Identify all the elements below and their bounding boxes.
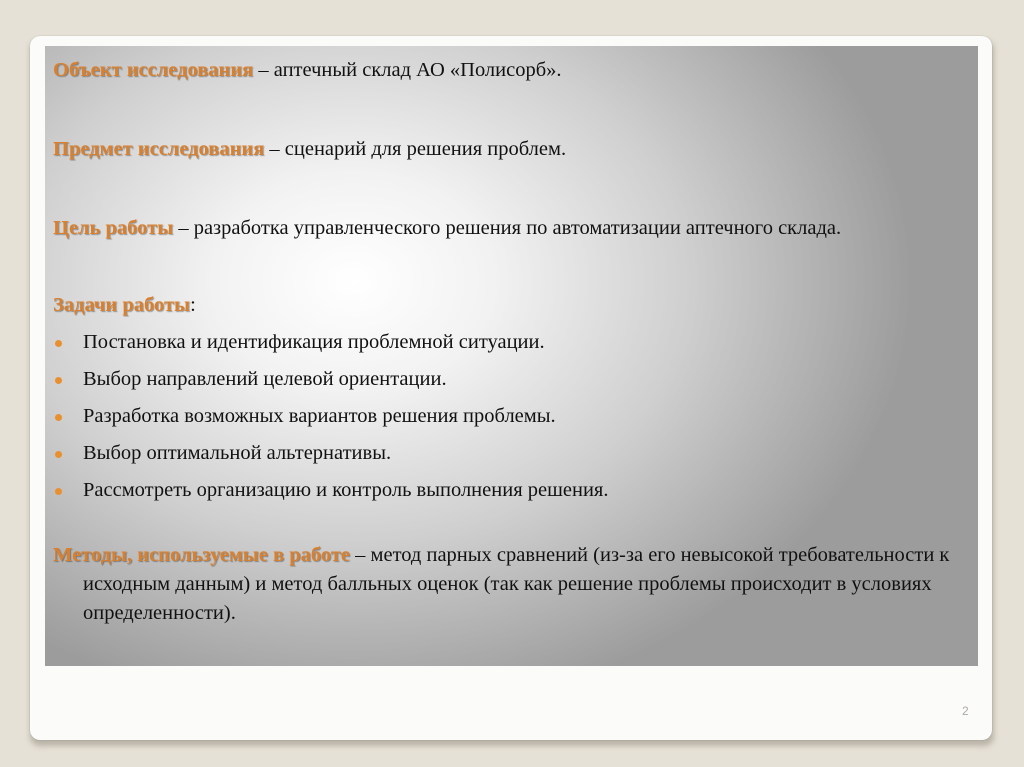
methods-text: – метод парных сравнений (из-за его невысокой требовательности к исходным данным) и метод балльных оценок (так как решение проблемы происходит в условиях определенности). [83,544,950,624]
goal-paragraph [53,214,958,243]
list-item [53,402,958,431]
goal-heading: Цель работы [53,217,174,239]
bullet-dot-icon [55,377,62,384]
subject-paragraph [53,135,958,164]
bullet-dot-icon [55,340,62,347]
object-paragraph [53,56,958,85]
task-text: Рассмотреть организацию и контроль выполнения решения. [83,479,609,501]
task-text: Выбор оптимальной альтернативы. [83,442,392,464]
tasks-suffix: : [190,294,196,316]
methods-paragraph [53,541,958,628]
tasks-paragraph [53,291,958,320]
page-number: 2 [962,704,969,718]
task-text: Выбор направлений целевой ориентации. [83,368,447,390]
object-text: – аптечный склад АО «Полисорб». [253,59,562,81]
bullet-dot-icon [55,414,62,421]
list-item [53,328,958,357]
subject-text: – сценарий для решения проблем. [264,138,567,160]
subject-heading: Предмет исследования [53,138,265,160]
tasks-list [53,328,958,505]
list-item [53,365,958,394]
task-text: Постановка и идентификация проблемной ситуации. [83,331,545,353]
list-item [53,439,958,468]
bullet-dot-icon [55,451,62,458]
list-item [53,476,958,505]
bullet-dot-icon [55,488,62,495]
methods-heading: Методы, используемые в работе [53,544,350,566]
task-text: Разработка возможных вариантов решения проблемы. [83,405,556,427]
goal-text: – разработка управленческого решения по автоматизации аптечного склада. [173,217,842,239]
object-heading: Объект исследования [53,59,254,81]
tasks-heading: Задачи работы [53,294,191,316]
slide-text [53,56,958,628]
